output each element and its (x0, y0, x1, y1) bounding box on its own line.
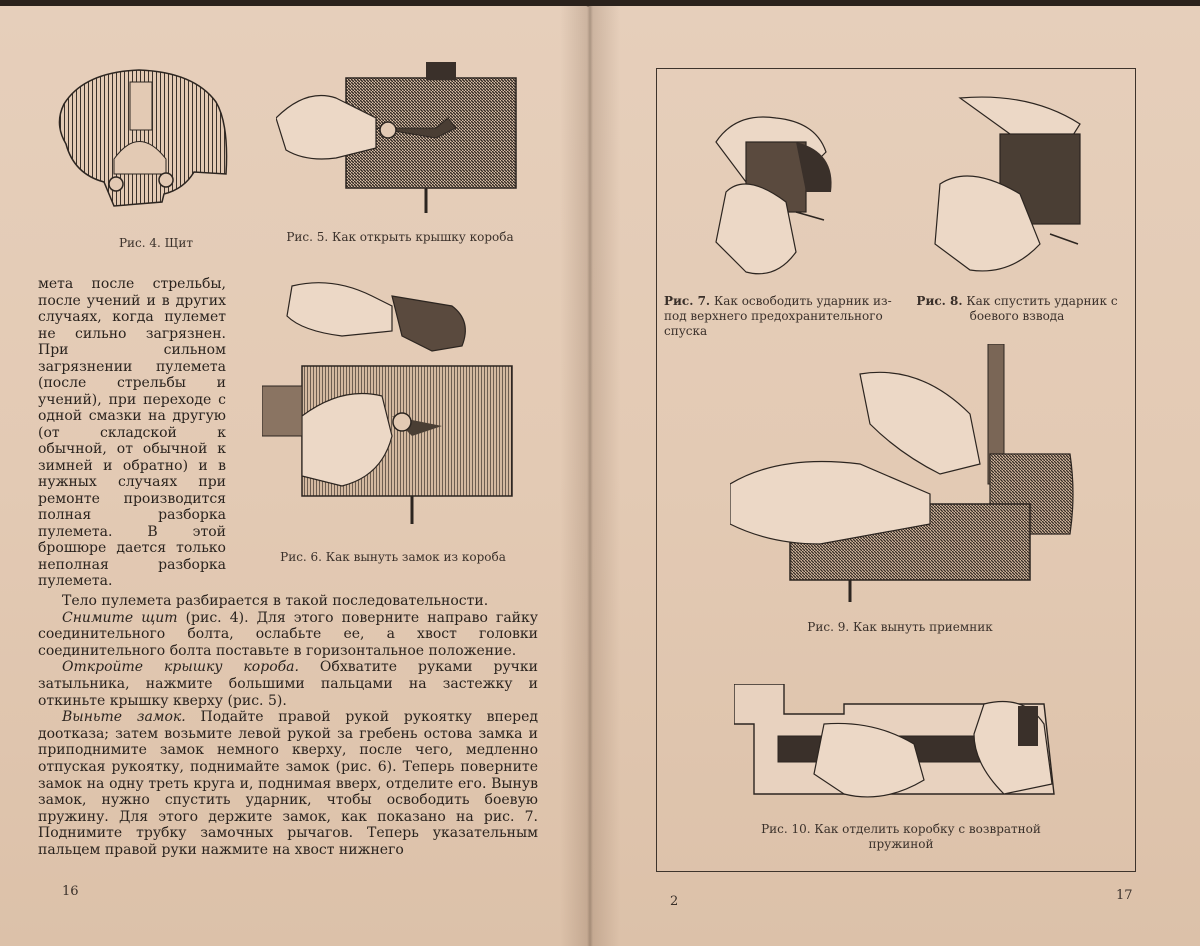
instruction-open-lid: Откройте крышку короба. (62, 659, 299, 676)
figure-7-caption: Рис. 7. Как освободить ударник из-под верхнего предохранительного спуска (664, 294, 892, 338)
paragraph-1: Тело пулемета разбирается в такой последовательности. (62, 593, 489, 609)
lower-striker-illustration (930, 94, 1100, 278)
body-text-wide (38, 593, 538, 859)
body-text-narrow: мета после стрельбы, после учений и в других случаях, когда пулемет не сильно загрязнен. При сильном загрязнении пулемета (после стрельбы и учений), при переходе с одной смазки на другую (от складской к обычной, от обычной к зимней и обратно) и в нужных случаях при ремонте производится полная разборка пулемета. В этой брошюре дается только неполная разборка пулемета. (38, 276, 226, 589)
figure-5-caption: Рис. 5. Как открыть крышку короба (286, 230, 514, 244)
figure-7-release-striker (706, 112, 846, 282)
figure-9-remove-receiver (730, 344, 1076, 606)
figure-6-remove-lock (262, 276, 520, 528)
figure-6-caption: Рис. 6. Как вынуть замок из короба (280, 550, 506, 564)
remove-receiver-illustration (730, 344, 1076, 606)
shield-plate-illustration (44, 64, 234, 214)
figure-9-caption: Рис. 9. Как вынуть приемник (807, 620, 993, 634)
frame-number: 2 (670, 894, 679, 909)
open-lid-illustration (276, 58, 526, 218)
figure-4-shield (44, 64, 234, 214)
paragraph-2: Снимите щит (рис. 4). Для этого поверните направо гайку соединительного болта, ослабьте ее, а хвост головки соединительного болта поставьте в горизонтальное положение. (38, 609, 538, 659)
figure-10-caption: Рис. 10. Как отделить коробку с возвратной пружиной (761, 822, 1041, 851)
paragraph-3: Откройте крышку короба. Обхватите руками ручки затыльника, нажмите большими пальцами на застежку и откиньте крышку кверху (рис. 5). (38, 659, 538, 709)
instruction-remove-shield: Снимите щит (62, 609, 178, 626)
release-striker-illustration (706, 112, 846, 282)
figure-8-lower-striker (930, 94, 1100, 278)
figure-10-separate-spring-box (734, 684, 1060, 814)
remove-lock-illustration (262, 276, 520, 528)
instruction-remove-lock: Выньте замок. (62, 709, 186, 726)
figure-4-caption: Рис. 4. Щит (118, 236, 193, 250)
figure-8-caption: Рис. 8. Как спустить ударник с боевого взвода (916, 294, 1118, 323)
separate-spring-box-illustration (734, 684, 1060, 814)
right-page-number: 17 (1116, 888, 1133, 903)
figure-5-open-lid (276, 58, 526, 218)
paragraph-4: Выньте замок. Подайте правой рукой рукоятку вперед доотказа; затем возьмите левой рукой за гребень остова замка и приподнимите замок немного кверху, после чего, медленно отпуская рукоятку, поднимайте замок (рис. 6). Теперь поверните замок на одну треть круга и, поднимая вверх, отделите его. Вынув замок, нужно спустить ударник, чтобы освободить боевую пружину. Для этого держите замок, как показано на рис. 7. Поднимите трубку замочных рычагов. Теперь указательным пальцем правой руки нажмите на хвост нижнего (38, 709, 539, 858)
left-page-number: 16 (62, 884, 79, 899)
